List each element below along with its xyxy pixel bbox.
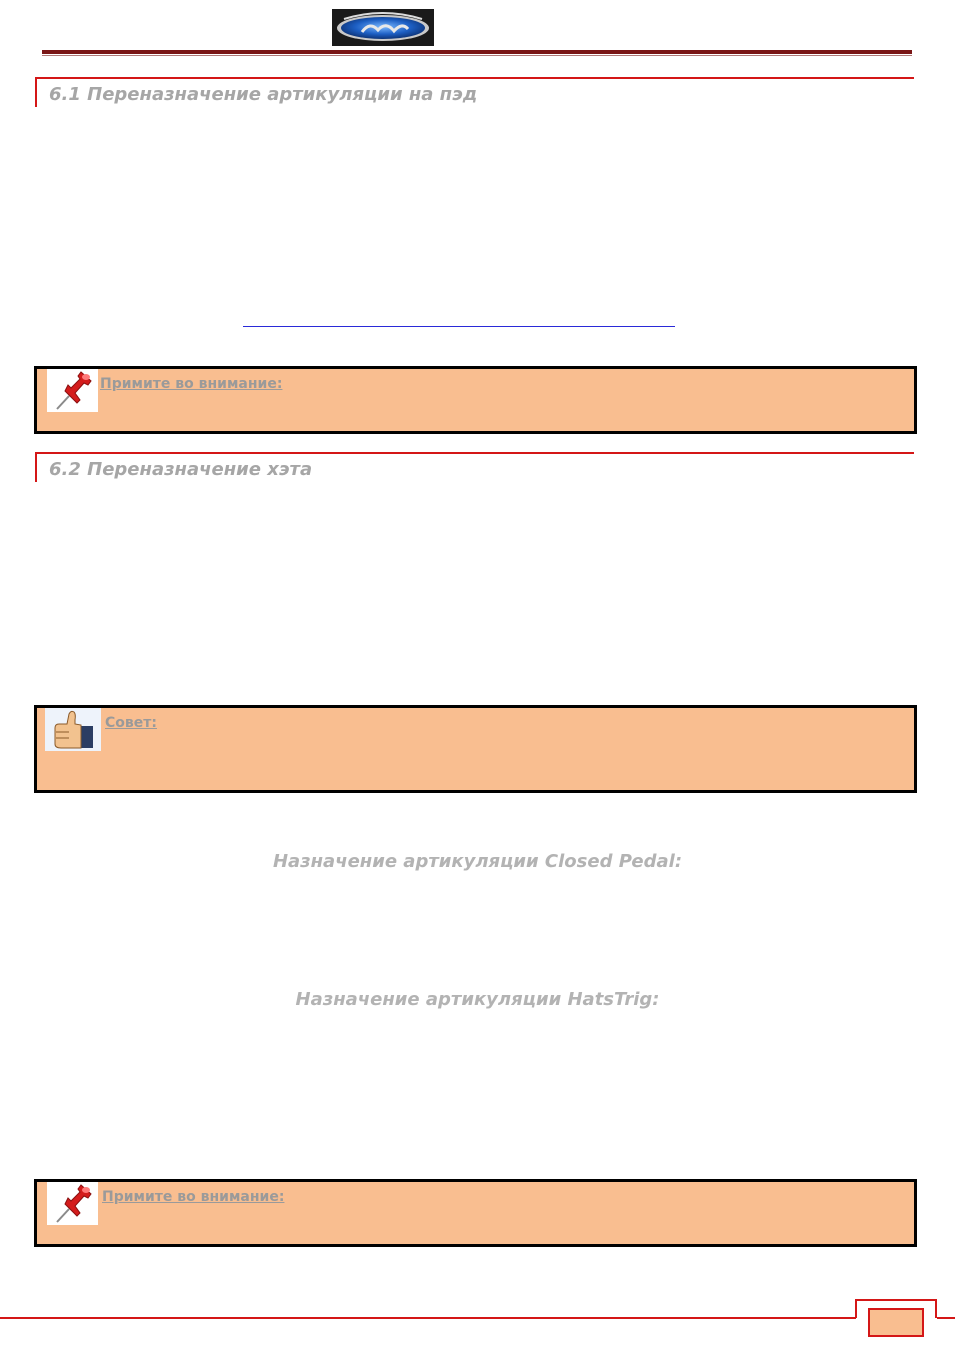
- note-label: Примите во внимание:: [102, 1189, 285, 1205]
- footer-rule: [0, 1317, 856, 1319]
- header-rule-thin: [42, 55, 912, 56]
- section-heading-6-1: [35, 77, 914, 107]
- page-number-box: [868, 1308, 924, 1337]
- note-label: Примите во внимание:: [100, 376, 283, 392]
- note-box-tip: [34, 705, 917, 793]
- note-box-attention: [34, 1179, 917, 1247]
- pushpin-icon: [47, 369, 98, 412]
- section-title: 6.2 Переназначение хэта: [49, 459, 313, 480]
- header-rule: [42, 50, 912, 54]
- section-title: 6.1 Переназначение артикуляции на пэд: [49, 84, 478, 105]
- subheading-hatstrig: Назначение артикуляции HatsTrig:: [295, 989, 660, 1010]
- section-heading-6-2: [35, 452, 914, 482]
- note-box-attention: [34, 366, 917, 434]
- brand-logo: [332, 9, 434, 46]
- subheading-closed-pedal: Назначение артикуляции Closed Pedal:: [272, 851, 683, 872]
- footer-rule-right: [937, 1317, 955, 1319]
- pushpin-icon: [47, 1182, 98, 1225]
- thumbs-up-icon: [45, 708, 101, 751]
- hyperlink[interactable]: [243, 326, 675, 327]
- note-label: Совет:: [105, 715, 157, 731]
